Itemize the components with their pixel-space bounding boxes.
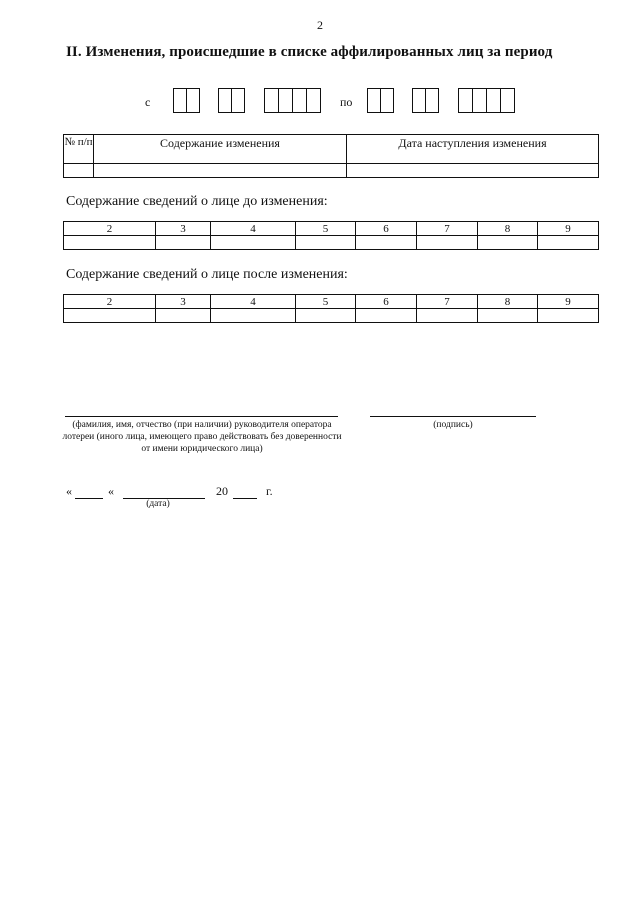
- table-cell[interactable]: [417, 309, 478, 323]
- column-number: 5: [296, 295, 356, 309]
- period-to-label: по: [340, 95, 353, 109]
- column-number: 9: [538, 295, 599, 309]
- before-table: [63, 221, 599, 250]
- digit-box[interactable]: [173, 88, 187, 113]
- table-cell[interactable]: [211, 236, 296, 250]
- header-change-date: Дата наступления изменения: [347, 135, 599, 164]
- to-day-boxes[interactable]: [367, 88, 393, 114]
- header-number: № п/п: [64, 135, 94, 164]
- header-change-content: Содержание изменения: [94, 135, 347, 164]
- digit-box[interactable]: [186, 88, 200, 113]
- after-heading: Содержание сведений о лице после изменения:: [66, 267, 348, 282]
- date-close-quote: «: [108, 484, 114, 498]
- from-year-boxes[interactable]: [264, 88, 320, 114]
- cell-number[interactable]: [64, 164, 94, 178]
- page-number: 2: [317, 18, 323, 32]
- table-row: [64, 236, 599, 250]
- digit-box[interactable]: [306, 88, 321, 113]
- table-cell[interactable]: [64, 236, 156, 250]
- from-day-boxes[interactable]: [173, 88, 199, 114]
- table-cell[interactable]: [296, 236, 356, 250]
- month-blank[interactable]: [123, 486, 205, 499]
- digit-box[interactable]: [264, 88, 279, 113]
- column-number: 6: [356, 222, 417, 236]
- name-caption: (фамилия, имя, отчество (при наличии) руководителя оператора лотереи (иного лица, имеющего право действовать без доверенности от имени юридического лица): [62, 420, 342, 454]
- section-title: II. Изменения, происшедшие в списке аффилированных лиц за период: [66, 44, 553, 60]
- from-month-boxes[interactable]: [218, 88, 244, 114]
- after-table: [63, 294, 599, 323]
- table-cell[interactable]: [64, 309, 156, 323]
- signature-caption: (подпись): [433, 420, 473, 430]
- column-number: 6: [356, 295, 417, 309]
- signature-line[interactable]: [370, 416, 536, 417]
- table-cell[interactable]: [478, 309, 538, 323]
- table-row: [64, 309, 599, 323]
- date-caption: (дата): [146, 499, 170, 509]
- table-cell[interactable]: [156, 236, 211, 250]
- date-row: [66, 484, 273, 499]
- to-year-boxes[interactable]: [458, 88, 514, 114]
- digit-box[interactable]: [231, 88, 245, 113]
- table-cell[interactable]: [417, 236, 478, 250]
- digit-box[interactable]: [292, 88, 307, 113]
- year-suffix: г.: [266, 484, 273, 498]
- digit-box[interactable]: [486, 88, 501, 113]
- period-row: [0, 88, 640, 116]
- year-prefix: 20: [216, 484, 228, 498]
- digit-box[interactable]: [458, 88, 473, 113]
- column-number: 4: [211, 295, 296, 309]
- digit-box[interactable]: [425, 88, 439, 113]
- table-cell[interactable]: [356, 236, 417, 250]
- column-number: 7: [417, 222, 478, 236]
- year-blank[interactable]: [233, 486, 257, 499]
- period-from-label: с: [145, 95, 151, 109]
- digit-box[interactable]: [380, 88, 394, 113]
- column-number: 8: [478, 222, 538, 236]
- table-cell[interactable]: [211, 309, 296, 323]
- digit-box[interactable]: [412, 88, 426, 113]
- digit-box[interactable]: [472, 88, 487, 113]
- column-number: 7: [417, 295, 478, 309]
- table-cell[interactable]: [538, 236, 599, 250]
- digit-box[interactable]: [367, 88, 381, 113]
- table-cell[interactable]: [296, 309, 356, 323]
- table-cell[interactable]: [356, 309, 417, 323]
- table-cell[interactable]: [538, 309, 599, 323]
- day-blank[interactable]: [75, 486, 103, 499]
- table-cell[interactable]: [478, 236, 538, 250]
- digit-box[interactable]: [278, 88, 293, 113]
- cell-change-content[interactable]: [94, 164, 347, 178]
- column-number: 9: [538, 222, 599, 236]
- before-heading: Содержание сведений о лице до изменения:: [66, 194, 328, 209]
- column-number: 2: [64, 295, 156, 309]
- table-row: [64, 164, 599, 178]
- column-number: 3: [156, 222, 211, 236]
- digit-box[interactable]: [218, 88, 232, 113]
- cell-change-date[interactable]: [347, 164, 599, 178]
- column-number: 3: [156, 295, 211, 309]
- table-cell[interactable]: [156, 309, 211, 323]
- column-number: 4: [211, 222, 296, 236]
- digit-box[interactable]: [500, 88, 515, 113]
- to-month-boxes[interactable]: [412, 88, 438, 114]
- date-open-quote: «: [66, 484, 72, 498]
- column-number: 5: [296, 222, 356, 236]
- column-number: 2: [64, 222, 156, 236]
- changes-table: [63, 134, 599, 178]
- column-number: 8: [478, 295, 538, 309]
- name-signature-line[interactable]: [65, 416, 338, 417]
